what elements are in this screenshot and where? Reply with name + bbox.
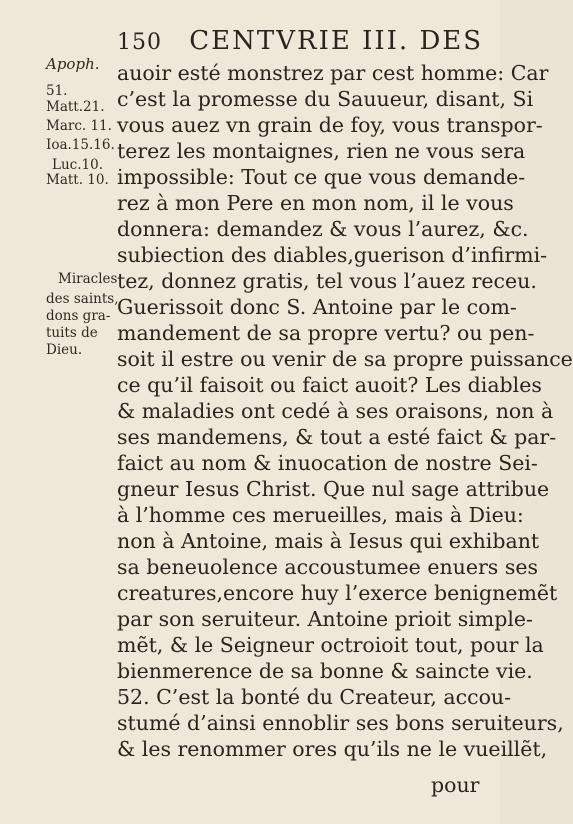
body-line: stumé d’ainsi ennoblir ses bons seruiteurs, — [117, 711, 564, 735]
body-line: ce qu’il faisoit ou faict auoit? Les diables — [117, 373, 542, 397]
margin-note-miracles: Dieu. — [46, 342, 83, 358]
margin-note-apophthegm: Apoph. — [46, 55, 100, 73]
body-line: donnera: demandez & vous l’aurez, &c. — [117, 217, 529, 241]
body-line: auoir esté monstrez par cest homme: Car — [117, 61, 549, 85]
page-header — [117, 26, 484, 60]
margin-note-miracles: dons gra- — [46, 308, 111, 324]
body-line: sa beneuolence accoustumee enuers ses — [117, 555, 539, 579]
body-line: tez, donnez gratis, tel vous l’auez receu. — [117, 269, 537, 293]
body-line: non à Antoine, mais à Iesus qui exhibant — [117, 529, 540, 553]
margin-note-miracles: Miracles — [58, 271, 118, 287]
body-line: vous auez vn grain de foy, vous transpor- — [117, 113, 543, 137]
body-line: & les renommer ores qu’ils ne le vueillẽt, — [117, 737, 548, 761]
body-line: Guerissoit donc S. Antoine par le com- — [117, 295, 517, 319]
margin-note-citation: Matt. 10. — [46, 172, 109, 188]
margin-note-citation: Ioa.15.16. — [46, 137, 115, 153]
margin-note-citation: Matt.21. — [46, 99, 105, 115]
margin-note-miracles: tuits de — [46, 325, 98, 341]
body-line: creatures,encore huy l’exerce benignemẽt — [117, 581, 558, 605]
body-line: subiection des diables,guerison d’infirmi- — [117, 243, 548, 267]
body-line: à l’homme ces merueilles, mais à Dieu: — [117, 503, 524, 527]
body-line: terez les montaignes, rien ne vous sera — [117, 139, 526, 163]
body-line: & maladies ont cedé à ses oraisons, non à — [117, 399, 554, 423]
margin-note-citation: Marc. 11. — [46, 118, 112, 134]
body-line: rez à mon Pere en mon nom, il le vous — [117, 191, 514, 215]
body-line: mẽt, & le Seigneur octroioit tout, pour la — [117, 633, 544, 657]
margin-note-miracles: des saints, — [46, 291, 119, 307]
body-line: 52. C’est la bonté du Createur, accou- — [117, 685, 512, 709]
running-head: CENTVRIE III. DES — [189, 26, 484, 56]
body-line: ses mandemens, & tout a esté faict & par- — [117, 425, 557, 449]
catchword: pour — [431, 773, 480, 797]
folio-number: 150 — [117, 30, 162, 55]
body-line: impossible: Tout ce que vous demande- — [117, 165, 526, 189]
margin-note-citation: Luc.10. — [52, 157, 103, 173]
body-line: par son seruiteur. Antoine prioit simple- — [117, 607, 533, 631]
body-line: bienmerence de sa bonne & saincte vie. — [117, 659, 533, 683]
body-line: soit il estre ou venir de sa propre puissance — [117, 347, 573, 371]
margin-note-number: 51. — [46, 83, 68, 99]
body-line: gneur Iesus Christ. Que nul sage attribue — [117, 477, 550, 501]
body-line: c’est la promesse du Sauueur, disant, Si — [117, 87, 534, 111]
body-line: faict au nom & inuocation de nostre Sei- — [117, 451, 538, 475]
body-line: mandement de sa propre vertu? ou pen- — [117, 321, 535, 345]
